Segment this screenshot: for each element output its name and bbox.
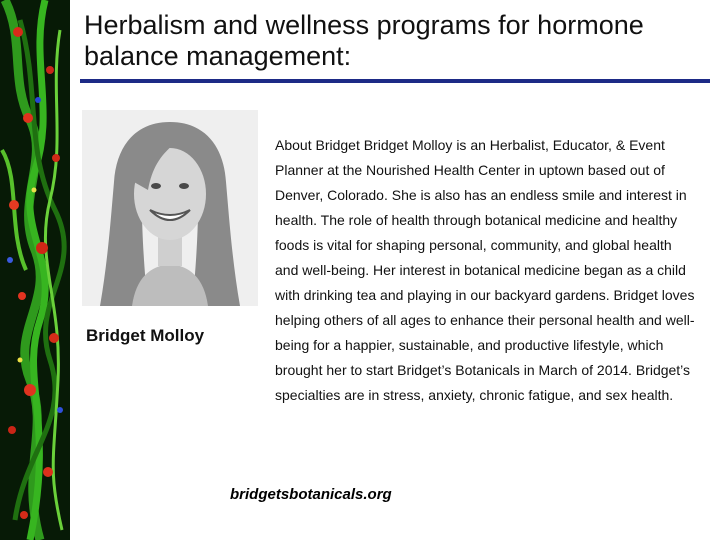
profile-bio: About Bridget Bridget Molloy is an Herbalist, Educator, & Event Planner at the Nourished Health Center in uptown based out of Denver, Colorado. She is also has an endless smile and interest in health. The role of health through botanical medicine and healthy foods is vital for shaping personal, community, and global health and well-being. Her interest in botanical medicine began as a child with drinking tea and playing in our backyard gardens. Bridget loves helping others of all ages to enhance their personal health and well-being for a happier, sustainable, and productive lifestyle, which brought her to start Bridget’s Botanicals in March of 2014. Bridget’s specialties are in stress, anxiety, chronic fatigue, and sex health. [275, 137, 695, 403]
portrait-photo [82, 110, 258, 306]
website-link[interactable]: bridgetsbotanicals.org [230, 486, 392, 503]
profile-name: Bridget Molloy [86, 326, 205, 345]
slide-title: Herbalism and wellness programs for hormone balance management: [84, 10, 644, 71]
title-divider [80, 79, 710, 83]
fluorescent-cells-image [0, 0, 70, 540]
